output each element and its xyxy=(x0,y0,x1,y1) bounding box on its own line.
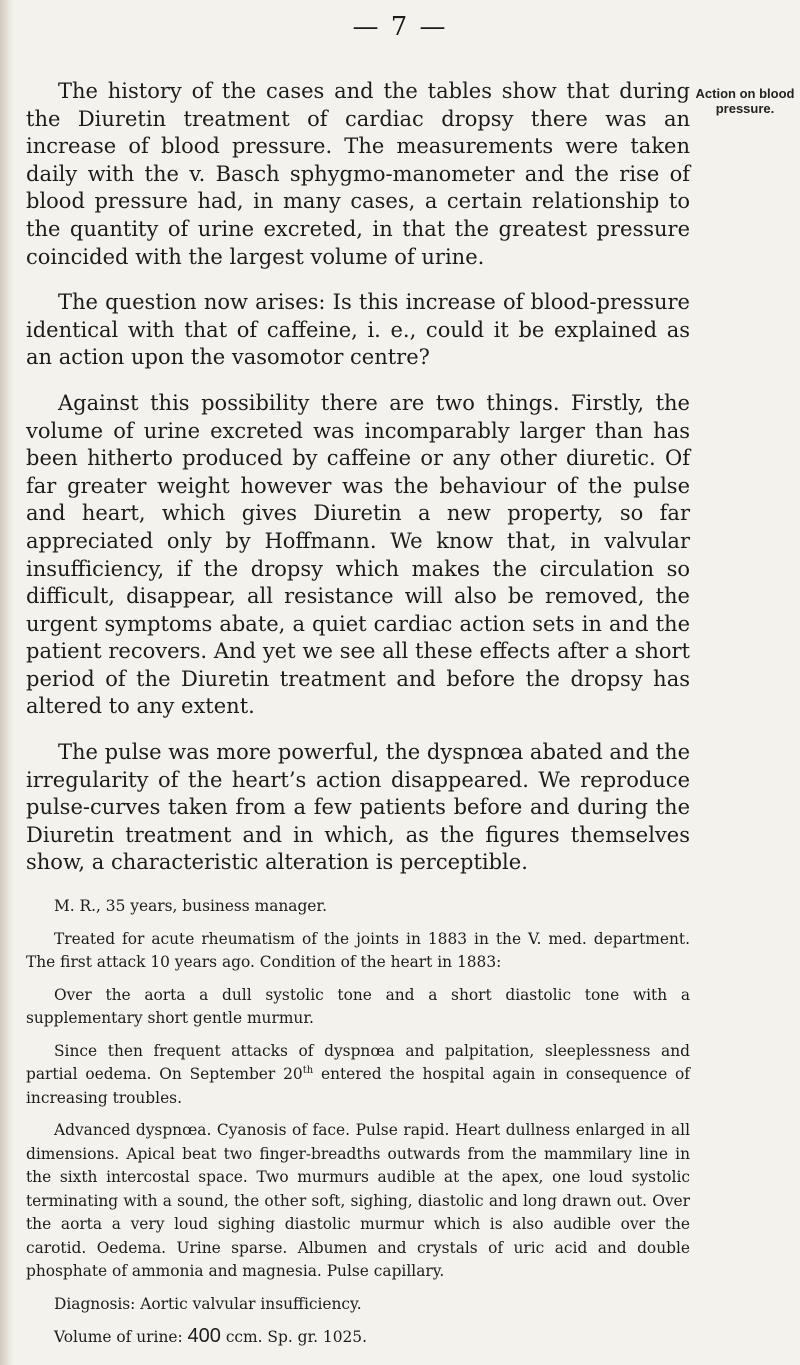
urine-volume-label: Volume of urine: xyxy=(54,1328,188,1347)
case-examination: Advanced dyspnœa. Cyanosis of face. Pulse rapid. Heart dullness enlarged in all dimensions. Apical beat two finger-breadths outwards from the mammilary line in the sixth intercostal space. Two murmurs audible at the apex, one loud systolic terminating with a sound, the other soft, sighing, diastolic and long drawn out. Over the aorta a very loud sighing diastolic murmur which is also audible over the carotid. Oedema. Urine sparse. Albumen and crystals of uric acid and double phosphate of ammonia and magnesia. Pulse capillary. xyxy=(26,1121,690,1281)
urine-volume-value: 400 xyxy=(187,1325,221,1348)
main-text xyxy=(26,78,690,1359)
case-findings-1883: Over the aorta a dull systolic tone and a short diastolic tone with a supplementary short gentle murmur. xyxy=(26,985,690,1028)
paragraph-blood-pressure-history: The history of the cases and the tables show that during the Diuretin treatment of cardiac dropsy there was an increase of blood pressure. The measurements were taken daily with the v. Basch sphygmo-manometer and the rise of blood pressure had, in many cases, a certain relationship to the quantity of urine excreted, in that the greatest pressure coincided with the largest volume of urine. xyxy=(26,79,690,269)
urine-volume-rest: ccm. Sp. gr. 1025. xyxy=(220,1328,367,1347)
margin-note: Action on blood pressure. xyxy=(695,86,795,116)
case-diagnosis: Diagnosis: Aortic valvular insufficiency. xyxy=(54,1294,362,1313)
case-since-then-post: entered the hospital again in consequence of increasing troubles. xyxy=(26,1065,690,1107)
case-since-then xyxy=(26,1040,690,1111)
paragraph-pulse-curves: The pulse was more powerful, the dyspnœa abated and the irregularity of the heart’s action disappeared. We reproduce pulse-curves taken from a few patients before and during the Diuretin treatment and in which, as the figures themselves show, a characteristic alteration is perceptible. xyxy=(26,740,690,875)
paragraph-against-possibility: Against this possibility there are two things. Firstly, the volume of urine excreted was incomparably larger than has been hitherto produced by caffeine or any other diuretic. Of far greater weight however was the behaviour of the pulse and heart, which gives Diuretin a new property, so far appreciated only by Hoffmann. We know that, in valvular insufficiency, if the dropsy which makes the circulation so difficult, disappear, all resistance will also be removed, the urgent symptoms abate, a quiet cardiac action sets in and the patient recovers. And yet we see all these effects after a short period of the Diuretin treatment and before the dropsy has altered to any extent. xyxy=(26,390,690,719)
page-number: — 7 — xyxy=(352,12,448,42)
paragraph-question: The question now arises: Is this increase of blood-pressure identical with that of caffeine, i. e., could it be explained as an action upon the vasomotor centre? xyxy=(26,290,690,370)
case-date-suffix: th xyxy=(302,1064,314,1076)
page-gutter-shadow xyxy=(0,0,14,1365)
case-report xyxy=(26,895,690,1350)
case-since-then-pre: Since then frequent attacks of dyspnœa and palpitation, sleeplessness and partial oedema. On September 20 xyxy=(26,1041,690,1084)
case-urine-volume xyxy=(26,1325,690,1350)
case-patient: M. R., 35 years, business manager. xyxy=(54,897,327,916)
case-history: Treated for acute rheumatism of the joints in 1883 in the V. med. department. The first attack 10 years ago. Condition of the heart in 1883: xyxy=(26,929,690,972)
